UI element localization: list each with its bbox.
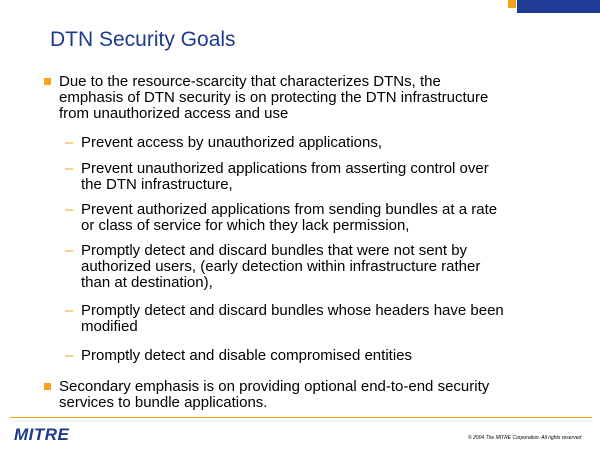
bullet-text: Due to the resource-scarcity that characterizes DTNs, the emphasis of DTN security is on protecting the DTN infrastructure from unauthorized access and use (59, 73, 489, 122)
dash-icon: – (65, 134, 74, 151)
copyright-notice: © 2004 The MITRE Corporation. All rights reserved (468, 435, 582, 441)
dash-icon: – (65, 201, 74, 218)
subitem-text: Prevent access by unauthorized applications, (81, 134, 383, 151)
slide-title: DTN Security Goals (50, 28, 236, 51)
subitem-text: Promptly detect and discard bundles that were not sent by authorized users, (early detection within infrastructure rather than at destination), (81, 242, 481, 291)
subitem-text: Promptly detect and disable compromised entities (81, 347, 412, 364)
bullet-text: Secondary emphasis is on providing optional end-to-end security services to bundle applications. (59, 378, 490, 411)
dash-icon: – (65, 160, 74, 177)
footer-divider (10, 417, 592, 418)
dash-icon: – (65, 302, 74, 319)
subitem-text: Prevent authorized applications from sending bundles at a rate or class of service for which they lack permission, (81, 201, 498, 234)
bullet-square-icon (44, 78, 51, 85)
bullet-square-icon (44, 383, 51, 390)
subitem-text: Prevent unauthorized applications from asserting control over the DTN infrastructure, (81, 160, 489, 193)
mitre-logo: MITRE (14, 425, 70, 444)
dash-icon: – (65, 242, 74, 259)
dash-icon: – (65, 347, 74, 364)
subitem-text: Promptly detect and discard bundles whose headers have been modified (81, 302, 504, 335)
